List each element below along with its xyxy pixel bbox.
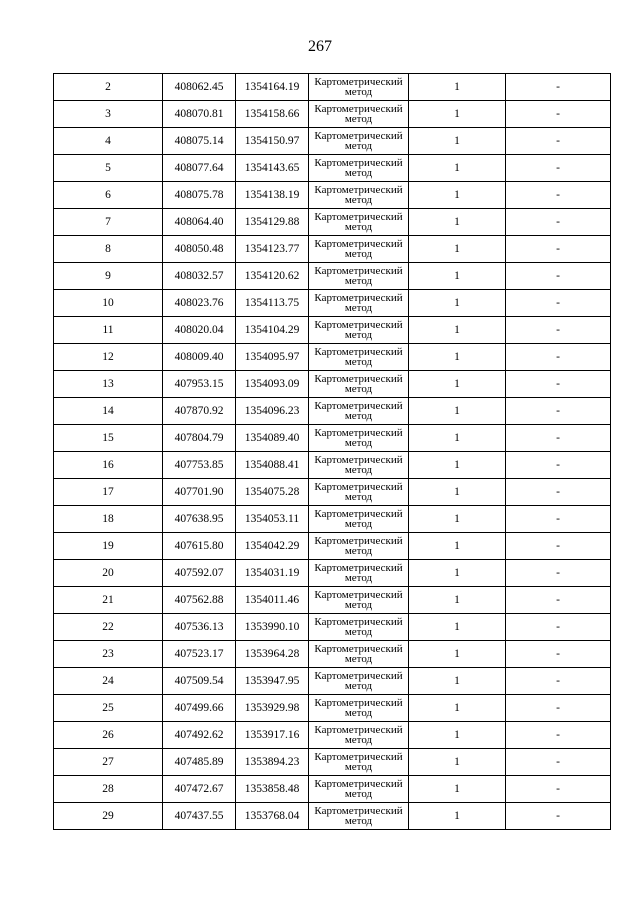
- accuracy-cell: 1: [409, 128, 506, 155]
- point-number-cell: 26: [54, 722, 163, 749]
- y-coordinate-cell: 1354096.23: [236, 398, 309, 425]
- point-number-cell: 9: [54, 263, 163, 290]
- x-coordinate-cell: 407870.92: [163, 398, 236, 425]
- point-number-cell: 19: [54, 533, 163, 560]
- table-row: [54, 209, 611, 236]
- x-coordinate-cell: 408077.64: [163, 155, 236, 182]
- note-cell: -: [506, 290, 611, 317]
- x-coordinate-cell: 408062.45: [163, 74, 236, 101]
- note-cell: -: [506, 668, 611, 695]
- method-cell: Картометрический метод: [309, 236, 409, 263]
- y-coordinate-cell: 1354129.88: [236, 209, 309, 236]
- accuracy-cell: 1: [409, 533, 506, 560]
- point-number-cell: 27: [54, 749, 163, 776]
- table-row: [54, 776, 611, 803]
- point-number-cell: 20: [54, 560, 163, 587]
- point-number-cell: 2: [54, 74, 163, 101]
- note-cell: -: [506, 371, 611, 398]
- accuracy-cell: 1: [409, 722, 506, 749]
- point-number-cell: 24: [54, 668, 163, 695]
- x-coordinate-cell: 407562.88: [163, 587, 236, 614]
- note-cell: -: [506, 560, 611, 587]
- method-cell: Картометрический метод: [309, 209, 409, 236]
- point-number-cell: 4: [54, 128, 163, 155]
- table-row: [54, 371, 611, 398]
- note-cell: -: [506, 479, 611, 506]
- note-cell: -: [506, 182, 611, 209]
- accuracy-cell: 1: [409, 506, 506, 533]
- x-coordinate-cell: 408032.57: [163, 263, 236, 290]
- y-coordinate-cell: 1354123.77: [236, 236, 309, 263]
- accuracy-cell: 1: [409, 641, 506, 668]
- y-coordinate-cell: 1354088.41: [236, 452, 309, 479]
- point-number-cell: 14: [54, 398, 163, 425]
- note-cell: -: [506, 452, 611, 479]
- y-coordinate-cell: 1354143.65: [236, 155, 309, 182]
- note-cell: -: [506, 587, 611, 614]
- point-number-cell: 16: [54, 452, 163, 479]
- point-number-cell: 18: [54, 506, 163, 533]
- accuracy-cell: 1: [409, 74, 506, 101]
- point-number-cell: 8: [54, 236, 163, 263]
- y-coordinate-cell: 1353947.95: [236, 668, 309, 695]
- x-coordinate-cell: 408009.40: [163, 344, 236, 371]
- note-cell: -: [506, 209, 611, 236]
- table-row: [54, 128, 611, 155]
- x-coordinate-cell: 407701.90: [163, 479, 236, 506]
- table-row: [54, 803, 611, 830]
- x-coordinate-cell: 407492.62: [163, 722, 236, 749]
- x-coordinate-cell: 408023.76: [163, 290, 236, 317]
- accuracy-cell: 1: [409, 479, 506, 506]
- accuracy-cell: 1: [409, 587, 506, 614]
- y-coordinate-cell: 1354158.66: [236, 101, 309, 128]
- point-number-cell: 15: [54, 425, 163, 452]
- x-coordinate-cell: 408070.81: [163, 101, 236, 128]
- method-cell: Картометрический метод: [309, 533, 409, 560]
- note-cell: -: [506, 74, 611, 101]
- x-coordinate-cell: 408064.40: [163, 209, 236, 236]
- y-coordinate-cell: 1353964.28: [236, 641, 309, 668]
- note-cell: -: [506, 155, 611, 182]
- point-number-cell: 21: [54, 587, 163, 614]
- point-number-cell: 10: [54, 290, 163, 317]
- accuracy-cell: 1: [409, 614, 506, 641]
- x-coordinate-cell: 408075.14: [163, 128, 236, 155]
- method-cell: Картометрический метод: [309, 398, 409, 425]
- x-coordinate-cell: 408050.48: [163, 236, 236, 263]
- accuracy-cell: 1: [409, 371, 506, 398]
- x-coordinate-cell: 408075.78: [163, 182, 236, 209]
- accuracy-cell: 1: [409, 425, 506, 452]
- method-cell: Картометрический метод: [309, 776, 409, 803]
- accuracy-cell: 1: [409, 344, 506, 371]
- x-coordinate-cell: 407472.67: [163, 776, 236, 803]
- x-coordinate-cell: 407536.13: [163, 614, 236, 641]
- table-row: [54, 749, 611, 776]
- x-coordinate-cell: 407638.95: [163, 506, 236, 533]
- note-cell: -: [506, 398, 611, 425]
- note-cell: -: [506, 695, 611, 722]
- note-cell: -: [506, 803, 611, 830]
- table-row: [54, 182, 611, 209]
- accuracy-cell: 1: [409, 290, 506, 317]
- y-coordinate-cell: 1354164.19: [236, 74, 309, 101]
- y-coordinate-cell: 1353858.48: [236, 776, 309, 803]
- method-cell: Картометрический метод: [309, 425, 409, 452]
- table-row: [54, 641, 611, 668]
- y-coordinate-cell: 1353929.98: [236, 695, 309, 722]
- method-cell: Картометрический метод: [309, 263, 409, 290]
- accuracy-cell: 1: [409, 452, 506, 479]
- table-row: [54, 236, 611, 263]
- accuracy-cell: 1: [409, 398, 506, 425]
- table-row: [54, 506, 611, 533]
- y-coordinate-cell: 1353917.16: [236, 722, 309, 749]
- note-cell: -: [506, 344, 611, 371]
- x-coordinate-cell: 407804.79: [163, 425, 236, 452]
- y-coordinate-cell: 1354011.46: [236, 587, 309, 614]
- x-coordinate-cell: 407953.15: [163, 371, 236, 398]
- method-cell: Картометрический метод: [309, 641, 409, 668]
- note-cell: -: [506, 614, 611, 641]
- accuracy-cell: 1: [409, 803, 506, 830]
- accuracy-cell: 1: [409, 155, 506, 182]
- method-cell: Картометрический метод: [309, 479, 409, 506]
- point-number-cell: 25: [54, 695, 163, 722]
- note-cell: -: [506, 533, 611, 560]
- y-coordinate-cell: 1354138.19: [236, 182, 309, 209]
- y-coordinate-cell: 1354093.09: [236, 371, 309, 398]
- accuracy-cell: 1: [409, 560, 506, 587]
- point-number-cell: 23: [54, 641, 163, 668]
- note-cell: -: [506, 749, 611, 776]
- method-cell: Картометрический метод: [309, 74, 409, 101]
- x-coordinate-cell: 407485.89: [163, 749, 236, 776]
- page-number: 267: [308, 38, 332, 55]
- method-cell: Картометрический метод: [309, 506, 409, 533]
- method-cell: Картометрический метод: [309, 722, 409, 749]
- y-coordinate-cell: 1354089.40: [236, 425, 309, 452]
- y-coordinate-cell: 1353990.10: [236, 614, 309, 641]
- accuracy-cell: 1: [409, 182, 506, 209]
- point-number-cell: 7: [54, 209, 163, 236]
- note-cell: -: [506, 317, 611, 344]
- note-cell: -: [506, 236, 611, 263]
- point-number-cell: 11: [54, 317, 163, 344]
- note-cell: -: [506, 506, 611, 533]
- method-cell: Картометрический метод: [309, 560, 409, 587]
- x-coordinate-cell: 407592.07: [163, 560, 236, 587]
- point-number-cell: 5: [54, 155, 163, 182]
- y-coordinate-cell: 1354113.75: [236, 290, 309, 317]
- table-row: [54, 317, 611, 344]
- table-row: [54, 560, 611, 587]
- accuracy-cell: 1: [409, 236, 506, 263]
- method-cell: Картометрический метод: [309, 182, 409, 209]
- y-coordinate-cell: 1354075.28: [236, 479, 309, 506]
- point-number-cell: 13: [54, 371, 163, 398]
- table-row: [54, 101, 611, 128]
- x-coordinate-cell: 407437.55: [163, 803, 236, 830]
- accuracy-cell: 1: [409, 263, 506, 290]
- accuracy-cell: 1: [409, 317, 506, 344]
- x-coordinate-cell: 407509.54: [163, 668, 236, 695]
- accuracy-cell: 1: [409, 776, 506, 803]
- y-coordinate-cell: 1353768.04: [236, 803, 309, 830]
- method-cell: Картометрический метод: [309, 371, 409, 398]
- note-cell: -: [506, 263, 611, 290]
- x-coordinate-cell: 407523.17: [163, 641, 236, 668]
- table-row: [54, 398, 611, 425]
- point-number-cell: 22: [54, 614, 163, 641]
- method-cell: Картометрический метод: [309, 749, 409, 776]
- y-coordinate-cell: 1354104.29: [236, 317, 309, 344]
- method-cell: Картометрический метод: [309, 614, 409, 641]
- coordinates-table: [53, 73, 611, 830]
- table-row: [54, 344, 611, 371]
- accuracy-cell: 1: [409, 209, 506, 236]
- table-body: [54, 74, 611, 830]
- accuracy-cell: 1: [409, 101, 506, 128]
- table-row: [54, 668, 611, 695]
- x-coordinate-cell: 407753.85: [163, 452, 236, 479]
- method-cell: Картометрический метод: [309, 587, 409, 614]
- method-cell: Картометрический метод: [309, 101, 409, 128]
- note-cell: -: [506, 128, 611, 155]
- table-row: [54, 479, 611, 506]
- table-row: [54, 74, 611, 101]
- y-coordinate-cell: 1354150.97: [236, 128, 309, 155]
- point-number-cell: 17: [54, 479, 163, 506]
- note-cell: -: [506, 101, 611, 128]
- method-cell: Картометрический метод: [309, 803, 409, 830]
- accuracy-cell: 1: [409, 749, 506, 776]
- y-coordinate-cell: 1354053.11: [236, 506, 309, 533]
- point-number-cell: 6: [54, 182, 163, 209]
- method-cell: Картометрический метод: [309, 668, 409, 695]
- method-cell: Картометрический метод: [309, 317, 409, 344]
- point-number-cell: 12: [54, 344, 163, 371]
- y-coordinate-cell: 1354095.97: [236, 344, 309, 371]
- table-row: [54, 155, 611, 182]
- y-coordinate-cell: 1353894.23: [236, 749, 309, 776]
- method-cell: Картометрический метод: [309, 290, 409, 317]
- point-number-cell: 28: [54, 776, 163, 803]
- y-coordinate-cell: 1354031.19: [236, 560, 309, 587]
- table-row: [54, 533, 611, 560]
- note-cell: -: [506, 722, 611, 749]
- accuracy-cell: 1: [409, 695, 506, 722]
- note-cell: -: [506, 776, 611, 803]
- table-row: [54, 614, 611, 641]
- table-row: [54, 722, 611, 749]
- y-coordinate-cell: 1354120.62: [236, 263, 309, 290]
- y-coordinate-cell: 1354042.29: [236, 533, 309, 560]
- x-coordinate-cell: 407499.66: [163, 695, 236, 722]
- method-cell: Картометрический метод: [309, 128, 409, 155]
- method-cell: Картометрический метод: [309, 695, 409, 722]
- table-row: [54, 452, 611, 479]
- table-row: [54, 587, 611, 614]
- note-cell: -: [506, 641, 611, 668]
- method-cell: Картометрический метод: [309, 344, 409, 371]
- note-cell: -: [506, 425, 611, 452]
- method-cell: Картометрический метод: [309, 452, 409, 479]
- method-cell: Картометрический метод: [309, 155, 409, 182]
- point-number-cell: 3: [54, 101, 163, 128]
- accuracy-cell: 1: [409, 668, 506, 695]
- table-row: [54, 425, 611, 452]
- table-row: [54, 290, 611, 317]
- point-number-cell: 29: [54, 803, 163, 830]
- x-coordinate-cell: 408020.04: [163, 317, 236, 344]
- table-row: [54, 695, 611, 722]
- table-row: [54, 263, 611, 290]
- x-coordinate-cell: 407615.80: [163, 533, 236, 560]
